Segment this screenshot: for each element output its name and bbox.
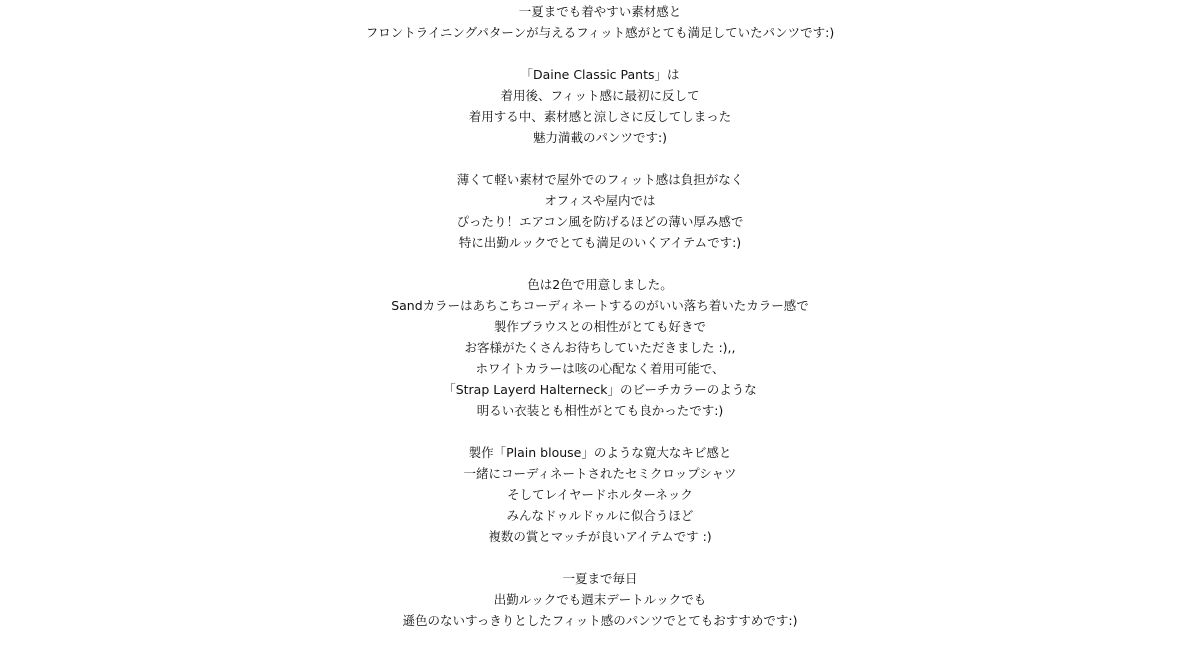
description-line: そしてレイヤードホルターネック	[507, 487, 693, 502]
description-line: みんなドゥルドゥルに似合うほど	[506, 508, 694, 523]
description-paragraph	[0, 442, 1200, 547]
description-paragraph	[0, 1, 1200, 43]
description-line: 「Strap Layerd Halterneck」のビーチカラーのような	[443, 382, 757, 397]
description-line: 一夏までも着やすい素材感と	[518, 4, 682, 19]
description-line: 薄くて軽い素材で屋外でのフィット感は負担がなく	[456, 172, 744, 187]
description-line: ホワイトカラーは咳の心配なく着用可能で、	[475, 361, 725, 376]
description-paragraph	[0, 274, 1200, 421]
description-paragraph	[0, 169, 1200, 253]
description-line: 明るい衣装とも相性がとても良かったです:)	[476, 403, 724, 418]
description-line: 着用後、フィット感に最初に反して	[500, 88, 700, 103]
description-line: オフィスや屋内では	[544, 193, 656, 208]
description-line: 特に出勤ルックでとても満足のいくアイテムです:)	[458, 235, 742, 250]
description-line: 色は2色で用意しました。	[527, 277, 673, 292]
description-line: 一緒にコーディネートされたセミクロップシャツ	[463, 466, 737, 481]
description-line: 一夏まで毎日	[562, 571, 638, 586]
description-line: ぴったり！エアコン風を防げるほどの薄い厚み感で	[456, 214, 744, 229]
description-line: 製作ブラウスとの相性がとても好きで	[493, 319, 707, 334]
description-line: 着用する中、素材感と涼しさに反してしまった	[468, 109, 732, 124]
description-line: 製作「Plain blouse」のような寛大なキビ感と	[468, 445, 732, 460]
description-line: 「Daine Classic Pants」は	[520, 67, 680, 82]
description-line: 魅力満載のパンツです:)	[532, 130, 668, 145]
description-line: 出勤ルックでも週末デートルックでも	[493, 592, 707, 607]
description-paragraph	[0, 64, 1200, 148]
description-line: Sandカラーはあちこちコーディネートするのがいい落ち着いたカラー感で	[391, 298, 809, 313]
description-line: 遜色のないすっきりとしたフィット感のパンツでとてもおすすめです:)	[402, 613, 798, 628]
description-line: お客様がたくさんお待ちしていただきました :),,	[464, 340, 736, 355]
description-line: 複数の賞とマッチが良いアイテムです :)	[488, 529, 712, 544]
description-paragraph	[0, 568, 1200, 631]
description-line: フロントライニングパターンが与えるフィット感がとても満足していたパンツです:)	[365, 25, 835, 40]
